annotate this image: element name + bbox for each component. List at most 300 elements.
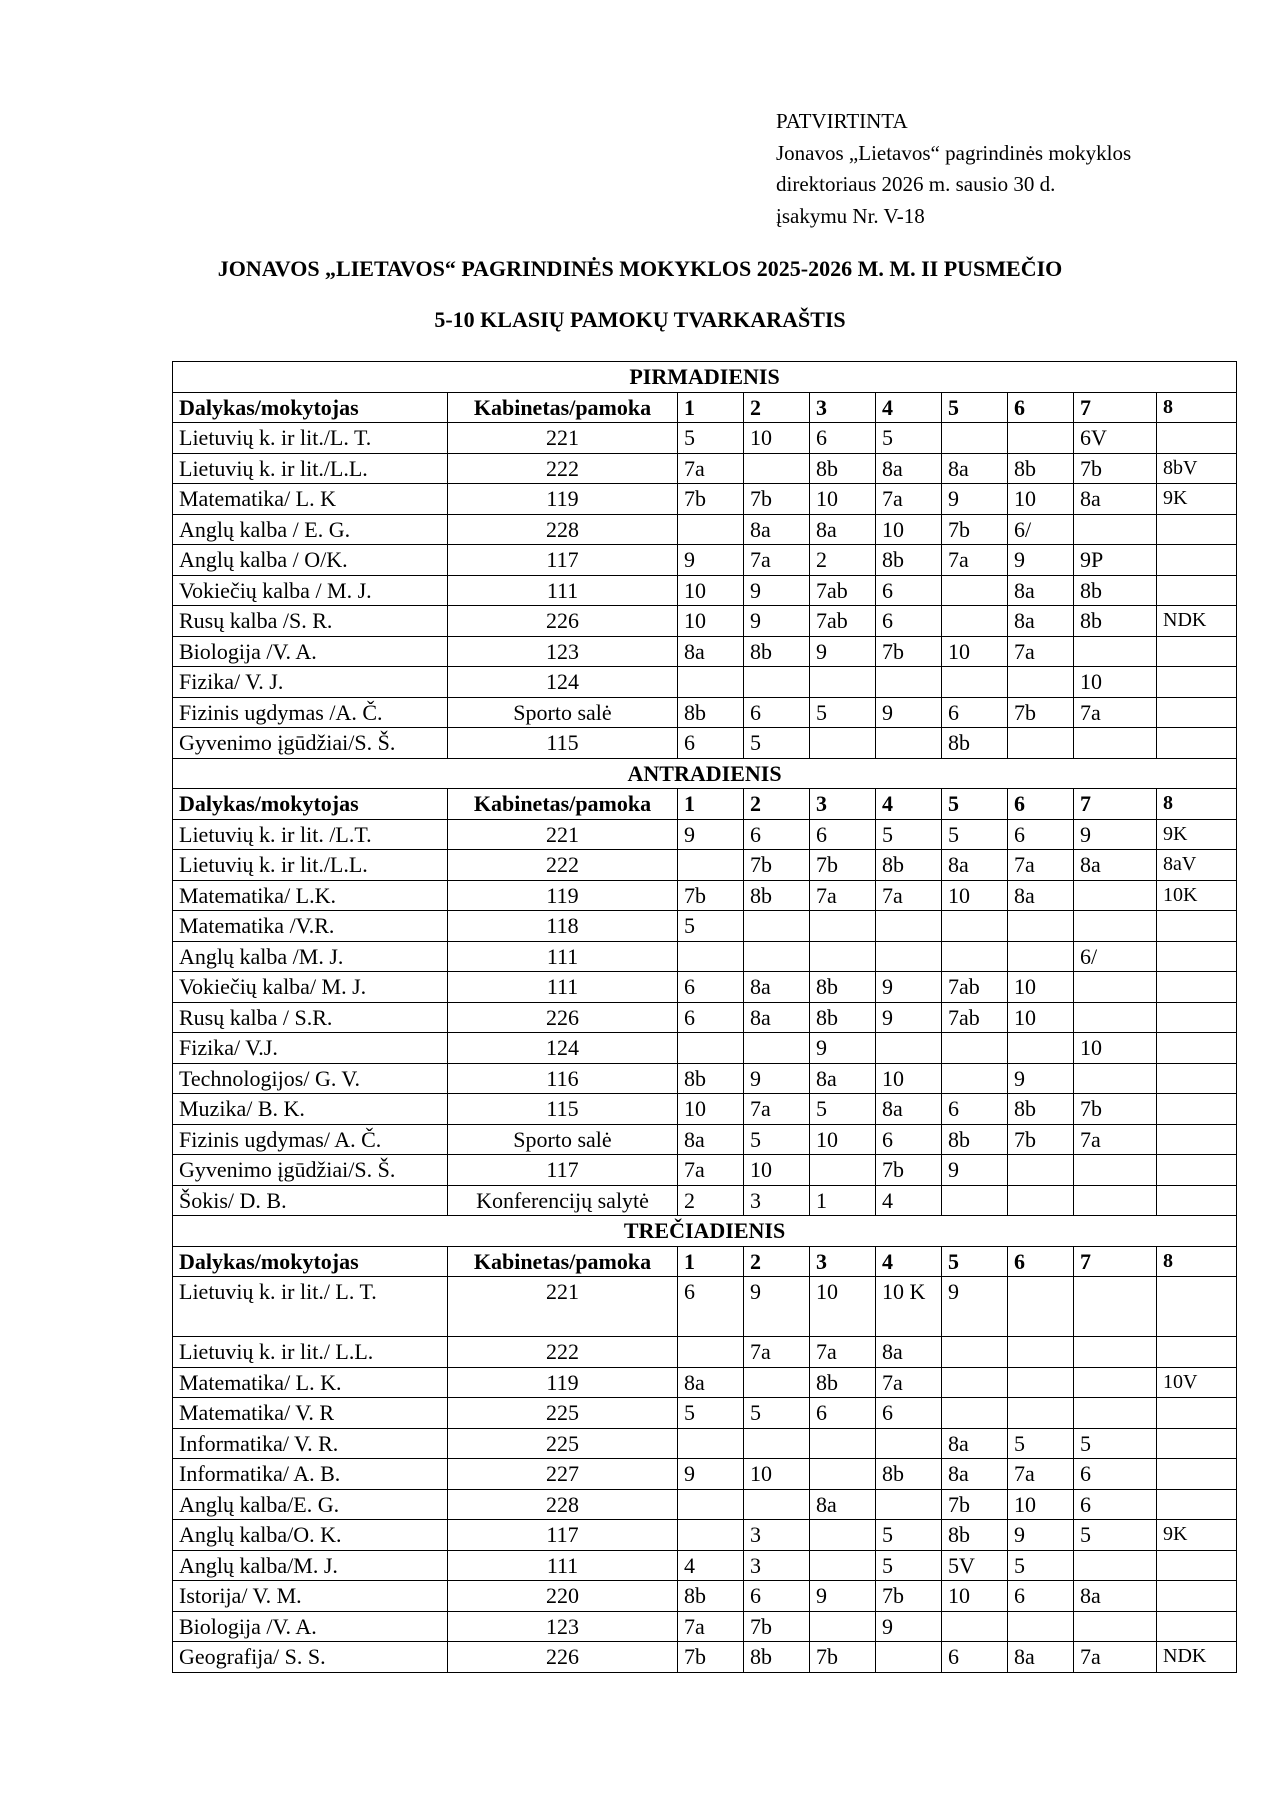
lesson-cell: [1008, 1277, 1074, 1337]
subject-teacher-cell: Matematika/ V. R: [173, 1398, 448, 1429]
lesson-cell: [744, 453, 810, 484]
lesson-cell: 7ab: [810, 606, 876, 637]
lesson-cell: [744, 667, 810, 698]
lesson-cell: 6: [876, 575, 942, 606]
lesson-cell: [1157, 1550, 1237, 1581]
lesson-cell: [942, 941, 1008, 972]
subject-teacher-cell: Anglų kalba / E. G.: [173, 514, 448, 545]
lesson-cell: 6: [810, 423, 876, 454]
lesson-cell: [942, 1367, 1008, 1398]
lesson-cell: 7b: [678, 880, 744, 911]
lesson-cell: [876, 1642, 942, 1673]
lesson-cell: [1008, 1398, 1074, 1429]
lesson-cell: [942, 423, 1008, 454]
lesson-cell: [1157, 941, 1237, 972]
table-row: [173, 1277, 1237, 1337]
lesson-cell: 9: [678, 819, 744, 850]
lesson-cell: 7a: [876, 880, 942, 911]
lesson-cell: 8a: [1008, 606, 1074, 637]
approval-order: įsakymu Nr. V-18: [776, 203, 925, 228]
subject-teacher-cell: Lietuvių k. ir lit./L. T.: [173, 423, 448, 454]
column-header: 3: [810, 789, 876, 820]
lesson-cell: 6: [810, 1398, 876, 1429]
table-row: [173, 575, 1237, 606]
table-row: [173, 1581, 1237, 1612]
lesson-cell: 8bV: [1157, 453, 1237, 484]
lesson-cell: 9K: [1157, 484, 1237, 515]
room-cell: 222: [448, 453, 678, 484]
lesson-cell: [1008, 1337, 1074, 1368]
lesson-cell: 8a: [1074, 1581, 1157, 1612]
subject-teacher-cell: Muzika/ B. K.: [173, 1094, 448, 1125]
lesson-cell: 9: [942, 484, 1008, 515]
subject-teacher-cell: Anglų kalba /M. J.: [173, 941, 448, 972]
column-header: Dalykas/mokytojas: [173, 392, 448, 423]
lesson-cell: 8b: [876, 850, 942, 881]
lesson-cell: [876, 667, 942, 698]
lesson-cell: [810, 1611, 876, 1642]
lesson-cell: 7a: [810, 1337, 876, 1368]
lesson-cell: 7a: [876, 1367, 942, 1398]
lesson-cell: [1157, 545, 1237, 576]
lesson-cell: [942, 1033, 1008, 1064]
lesson-cell: 8b: [876, 1459, 942, 1490]
lesson-cell: 5: [678, 1398, 744, 1429]
room-cell: 116: [448, 1063, 678, 1094]
lesson-cell: [1074, 1398, 1157, 1429]
lesson-cell: 10V: [1157, 1367, 1237, 1398]
lesson-cell: 7a: [1008, 636, 1074, 667]
lesson-cell: 7b: [1074, 453, 1157, 484]
lesson-cell: 8a: [1008, 1642, 1074, 1673]
lesson-cell: [810, 941, 876, 972]
lesson-cell: 10: [678, 575, 744, 606]
subject-teacher-cell: Geografija/ S. S.: [173, 1642, 448, 1673]
lesson-cell: 9: [876, 697, 942, 728]
room-cell: Sporto salė: [448, 697, 678, 728]
lesson-cell: 10: [678, 606, 744, 637]
lesson-cell: 7a: [942, 545, 1008, 576]
subject-teacher-cell: Lietuvių k. ir lit./ L. T.: [173, 1277, 448, 1337]
lesson-cell: 7a: [810, 880, 876, 911]
lesson-cell: 8a: [744, 514, 810, 545]
lesson-cell: 7b: [876, 1581, 942, 1612]
lesson-cell: NDK: [1157, 1642, 1237, 1673]
lesson-cell: 3: [744, 1185, 810, 1216]
table-row: [173, 1428, 1237, 1459]
subject-teacher-cell: Matematika/ L.K.: [173, 880, 448, 911]
lesson-cell: 5: [1008, 1428, 1074, 1459]
lesson-cell: 10: [744, 423, 810, 454]
lesson-cell: 7b: [1074, 1094, 1157, 1125]
lesson-cell: 7b: [876, 636, 942, 667]
lesson-cell: [1074, 1550, 1157, 1581]
lesson-cell: [810, 911, 876, 942]
lesson-cell: 8a: [678, 636, 744, 667]
subject-teacher-cell: Rusų kalba / S.R.: [173, 1002, 448, 1033]
lesson-cell: 7b: [744, 1611, 810, 1642]
lesson-cell: 7b: [876, 1155, 942, 1186]
room-cell: 220: [448, 1581, 678, 1612]
table-row: [173, 1094, 1237, 1125]
lesson-cell: 9P: [1074, 545, 1157, 576]
subject-teacher-cell: Technologijos/ G. V.: [173, 1063, 448, 1094]
room-cell: 225: [448, 1428, 678, 1459]
lesson-cell: 8b: [1074, 575, 1157, 606]
room-cell: 119: [448, 484, 678, 515]
lesson-cell: 4: [678, 1550, 744, 1581]
room-cell: 228: [448, 514, 678, 545]
room-cell: 119: [448, 1367, 678, 1398]
lesson-cell: 3: [744, 1550, 810, 1581]
lesson-cell: 10: [744, 1459, 810, 1490]
lesson-cell: 8a: [678, 1124, 744, 1155]
lesson-cell: 10: [942, 636, 1008, 667]
room-cell: 117: [448, 1520, 678, 1551]
lesson-cell: [1074, 972, 1157, 1003]
lesson-cell: 8a: [810, 1063, 876, 1094]
table-row: [173, 1033, 1237, 1064]
lesson-cell: 10 K: [876, 1277, 942, 1337]
lesson-cell: 5: [744, 1124, 810, 1155]
room-cell: 115: [448, 728, 678, 759]
lesson-cell: 10: [1008, 972, 1074, 1003]
lesson-cell: 8a: [876, 1094, 942, 1125]
table-row: [173, 606, 1237, 637]
lesson-cell: 8a: [678, 1367, 744, 1398]
lesson-cell: 8b: [678, 1581, 744, 1612]
lesson-cell: 8a: [810, 1489, 876, 1520]
room-cell: 111: [448, 575, 678, 606]
lesson-cell: [1074, 728, 1157, 759]
lesson-cell: 7a: [678, 453, 744, 484]
lesson-cell: [1008, 728, 1074, 759]
room-cell: 222: [448, 1337, 678, 1368]
lesson-cell: [1157, 1002, 1237, 1033]
column-header: 8: [1157, 789, 1237, 820]
table-row: [173, 911, 1237, 942]
lesson-cell: [1157, 1277, 1237, 1337]
column-header: 2: [744, 789, 810, 820]
lesson-cell: 7a: [744, 1094, 810, 1125]
lesson-cell: [810, 728, 876, 759]
day-heading: TREČIADIENIS: [173, 1216, 1237, 1247]
lesson-cell: 7b: [942, 514, 1008, 545]
lesson-cell: [744, 1367, 810, 1398]
schedule-table: [172, 361, 1237, 1673]
room-cell: 226: [448, 606, 678, 637]
lesson-cell: [1157, 1489, 1237, 1520]
lesson-cell: [876, 728, 942, 759]
column-header: 1: [678, 789, 744, 820]
lesson-cell: 6: [678, 972, 744, 1003]
room-cell: 221: [448, 423, 678, 454]
table-row: [173, 1185, 1237, 1216]
lesson-cell: 7a: [1074, 697, 1157, 728]
lesson-cell: 10: [810, 1277, 876, 1337]
lesson-cell: [1157, 423, 1237, 454]
column-header: 5: [942, 789, 1008, 820]
table-row: [173, 667, 1237, 698]
lesson-cell: [1157, 1398, 1237, 1429]
lesson-cell: 8b: [1008, 453, 1074, 484]
lesson-cell: 10: [678, 1094, 744, 1125]
subject-teacher-cell: Matematika/ L. K.: [173, 1367, 448, 1398]
lesson-cell: [1074, 911, 1157, 942]
lesson-cell: 9: [1008, 1520, 1074, 1551]
lesson-cell: 5: [1074, 1428, 1157, 1459]
lesson-cell: 6: [678, 1277, 744, 1337]
room-cell: 115: [448, 1094, 678, 1125]
lesson-cell: 8aV: [1157, 850, 1237, 881]
room-cell: 124: [448, 667, 678, 698]
column-header: 4: [876, 1246, 942, 1277]
lesson-cell: 9: [876, 1002, 942, 1033]
lesson-cell: [876, 1428, 942, 1459]
lesson-cell: [1074, 636, 1157, 667]
subject-teacher-cell: Lietuvių k. ir lit./L.L.: [173, 453, 448, 484]
lesson-cell: [810, 1459, 876, 1490]
lesson-cell: 6V: [1074, 423, 1157, 454]
lesson-cell: [1074, 1063, 1157, 1094]
lesson-cell: 8a: [744, 972, 810, 1003]
lesson-cell: [744, 1428, 810, 1459]
column-header: 1: [678, 1246, 744, 1277]
lesson-cell: 4: [876, 1185, 942, 1216]
room-cell: 226: [448, 1642, 678, 1673]
document-subtitle: 5-10 KLASIŲ PAMOKŲ TVARKARAŠTIS: [434, 307, 846, 332]
subject-teacher-cell: Vokiečių kalba/ M. J.: [173, 972, 448, 1003]
lesson-cell: [942, 1337, 1008, 1368]
lesson-cell: 5: [1074, 1520, 1157, 1551]
table-row: [173, 484, 1237, 515]
lesson-cell: [1008, 423, 1074, 454]
lesson-cell: 7b: [942, 1489, 1008, 1520]
lesson-cell: 6: [876, 606, 942, 637]
lesson-cell: 5: [810, 697, 876, 728]
subject-teacher-cell: Šokis/ D. B.: [173, 1185, 448, 1216]
column-header: 6: [1008, 392, 1074, 423]
lesson-cell: [942, 606, 1008, 637]
column-header: 7: [1074, 789, 1157, 820]
lesson-cell: 10: [1008, 1489, 1074, 1520]
column-header-row: [173, 789, 1237, 820]
lesson-cell: [942, 575, 1008, 606]
table-row: [173, 1520, 1237, 1551]
column-header: 4: [876, 789, 942, 820]
table-row: [173, 636, 1237, 667]
lesson-cell: [678, 514, 744, 545]
lesson-cell: 6: [1008, 819, 1074, 850]
lesson-cell: [1008, 1155, 1074, 1186]
lesson-cell: 9: [942, 1277, 1008, 1337]
lesson-cell: [678, 850, 744, 881]
lesson-cell: 10: [876, 1063, 942, 1094]
lesson-cell: [1157, 1185, 1237, 1216]
lesson-cell: 8b: [810, 453, 876, 484]
room-cell: 221: [448, 1277, 678, 1337]
lesson-cell: 5: [810, 1094, 876, 1125]
approval-title: PATVIRTINTA: [776, 109, 908, 133]
room-cell: 117: [448, 545, 678, 576]
room-cell: 226: [448, 1002, 678, 1033]
day-heading: ANTRADIENIS: [173, 758, 1237, 789]
lesson-cell: 8b: [942, 1124, 1008, 1155]
column-header-row: [173, 392, 1237, 423]
lesson-cell: 9: [810, 1033, 876, 1064]
subject-teacher-cell: Rusų kalba /S. R.: [173, 606, 448, 637]
lesson-cell: 8a: [810, 514, 876, 545]
column-header: 7: [1074, 1246, 1157, 1277]
lesson-cell: 7b: [744, 484, 810, 515]
lesson-cell: 10K: [1157, 880, 1237, 911]
lesson-cell: [1008, 941, 1074, 972]
lesson-cell: [1157, 1428, 1237, 1459]
column-header: 3: [810, 1246, 876, 1277]
lesson-cell: [876, 911, 942, 942]
lesson-cell: 7a: [678, 1155, 744, 1186]
document-title: JONAVOS „LIETAVOS“ PAGRINDINĖS MOKYKLOS 2025-2026 M. M. II PUSMEČIO: [217, 256, 1063, 281]
lesson-cell: 9: [1008, 1063, 1074, 1094]
subject-teacher-cell: Informatika/ A. B.: [173, 1459, 448, 1490]
subject-teacher-cell: Fizika/ V.J.: [173, 1033, 448, 1064]
table-row: [173, 514, 1237, 545]
lesson-cell: [1157, 514, 1237, 545]
lesson-cell: 8a: [942, 453, 1008, 484]
table-row: [173, 1398, 1237, 1429]
table-row: [173, 1155, 1237, 1186]
lesson-cell: 6: [942, 697, 1008, 728]
lesson-cell: 7b: [1008, 1124, 1074, 1155]
subject-teacher-cell: Matematika/ L. K: [173, 484, 448, 515]
lesson-cell: 7a: [876, 484, 942, 515]
lesson-cell: [942, 1063, 1008, 1094]
room-cell: 118: [448, 911, 678, 942]
room-cell: 123: [448, 636, 678, 667]
room-cell: Konferencijų salytė: [448, 1185, 678, 1216]
table-row: [173, 1550, 1237, 1581]
lesson-cell: [1157, 1063, 1237, 1094]
lesson-cell: [876, 941, 942, 972]
lesson-cell: [810, 1428, 876, 1459]
lesson-cell: 8a: [942, 850, 1008, 881]
lesson-cell: 9: [678, 1459, 744, 1490]
lesson-cell: 6: [1074, 1489, 1157, 1520]
lesson-cell: [678, 667, 744, 698]
room-cell: 117: [448, 1155, 678, 1186]
lesson-cell: 6/: [1008, 514, 1074, 545]
column-header: 1: [678, 392, 744, 423]
column-header: 8: [1157, 392, 1237, 423]
lesson-cell: 9: [810, 1581, 876, 1612]
column-header: 6: [1008, 789, 1074, 820]
lesson-cell: 7a: [1074, 1124, 1157, 1155]
lesson-cell: 6: [942, 1642, 1008, 1673]
lesson-cell: [678, 1428, 744, 1459]
lesson-cell: 3: [744, 1520, 810, 1551]
table-row: [173, 728, 1237, 759]
lesson-cell: 8b: [1074, 606, 1157, 637]
lesson-cell: 6: [678, 1002, 744, 1033]
lesson-cell: 8b: [876, 545, 942, 576]
lesson-cell: 8a: [1008, 575, 1074, 606]
table-row: [173, 1642, 1237, 1673]
lesson-cell: [1157, 1094, 1237, 1125]
lesson-cell: [678, 1337, 744, 1368]
lesson-cell: [810, 667, 876, 698]
subject-teacher-cell: Vokiečių kalba / M. J.: [173, 575, 448, 606]
lesson-cell: 8b: [942, 728, 1008, 759]
lesson-cell: 6: [1008, 1581, 1074, 1612]
lesson-cell: 6: [1074, 1459, 1157, 1490]
subject-teacher-cell: Lietuvių k. ir lit. /L.T.: [173, 819, 448, 850]
lesson-cell: [810, 1520, 876, 1551]
lesson-cell: 5: [942, 819, 1008, 850]
lesson-cell: [1157, 636, 1237, 667]
lesson-cell: 10: [1008, 484, 1074, 515]
lesson-cell: 7a: [744, 1337, 810, 1368]
lesson-cell: 8a: [744, 1002, 810, 1033]
lesson-cell: 7ab: [942, 1002, 1008, 1033]
lesson-cell: [1157, 1581, 1237, 1612]
lesson-cell: [1157, 1155, 1237, 1186]
table-row: [173, 1337, 1237, 1368]
lesson-cell: [942, 1611, 1008, 1642]
lesson-cell: [1157, 667, 1237, 698]
lesson-cell: 10: [876, 514, 942, 545]
lesson-cell: 8b: [744, 880, 810, 911]
lesson-cell: 10: [810, 484, 876, 515]
lesson-cell: 10: [1074, 667, 1157, 698]
table-row: [173, 880, 1237, 911]
lesson-cell: 8b: [810, 972, 876, 1003]
lesson-cell: 7a: [744, 545, 810, 576]
column-header: Kabinetas/pamoka: [448, 789, 678, 820]
lesson-cell: 9: [744, 1063, 810, 1094]
lesson-cell: [942, 1398, 1008, 1429]
subject-teacher-cell: Informatika/ V. R.: [173, 1428, 448, 1459]
lesson-cell: 6: [744, 819, 810, 850]
lesson-cell: [1008, 667, 1074, 698]
lesson-cell: [678, 1520, 744, 1551]
lesson-cell: [1157, 911, 1237, 942]
column-header: Kabinetas/pamoka: [448, 1246, 678, 1277]
subject-teacher-cell: Biologija /V. A.: [173, 636, 448, 667]
lesson-cell: 7b: [678, 484, 744, 515]
room-cell: 225: [448, 1398, 678, 1429]
subject-teacher-cell: Anglų kalba / O/K.: [173, 545, 448, 576]
lesson-cell: 6: [744, 1581, 810, 1612]
day-heading-row: [173, 758, 1237, 789]
lesson-cell: 5: [744, 728, 810, 759]
lesson-cell: [1157, 1611, 1237, 1642]
lesson-cell: 7b: [744, 850, 810, 881]
room-cell: 111: [448, 1550, 678, 1581]
lesson-cell: [876, 1489, 942, 1520]
lesson-cell: 9: [1074, 819, 1157, 850]
lesson-cell: 6: [678, 728, 744, 759]
lesson-cell: 7a: [1008, 1459, 1074, 1490]
lesson-cell: 7ab: [810, 575, 876, 606]
approval-block: [776, 106, 1131, 232]
lesson-cell: 8b: [744, 1642, 810, 1673]
column-header: 8: [1157, 1246, 1237, 1277]
lesson-cell: [678, 1489, 744, 1520]
lesson-cell: 8a: [1074, 484, 1157, 515]
day-heading: PIRMADIENIS: [173, 362, 1237, 393]
subject-teacher-cell: Anglų kalba/O. K.: [173, 1520, 448, 1551]
subject-teacher-cell: Fizika/ V. J.: [173, 667, 448, 698]
